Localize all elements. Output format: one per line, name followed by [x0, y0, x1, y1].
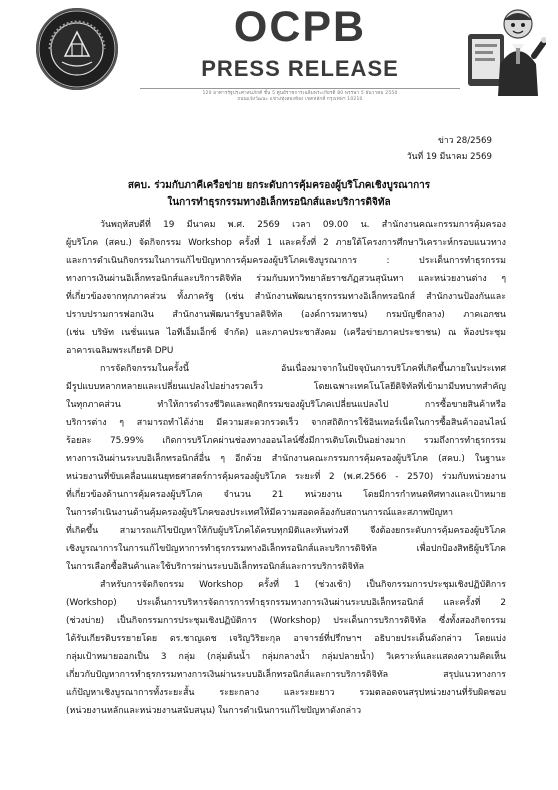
press-release-header [0, 0, 558, 110]
body-line: (ช่วงบ่าย) เป็นกิจกรรมการประชุมเชิงปฏิบัติการ (Workshop) ประเด็นการบริการดิจิทัล ซึ่งทั้งสองกิจกรรม [66, 616, 506, 626]
body-line: ร้อยละ 75.99% เกิดการบริโภคผ่านช่องทางออนไลน์ซึ่งมีการเติบโตเป็นอย่างมาก รวมถึงการทำธุรกรรม [66, 436, 506, 446]
body-line: (เช่น บริษัท เนชั่นแนล ไอทีเอ็มเอ็กซ์ จำกัด) และภาคประชาสังคม (เครือข่ายภาคประชาชน) ณ ห้องประชุม [66, 328, 506, 338]
body-line: และการดำเนินกิจกรรมในการแก้ไขปัญหาการคุ้มครองผู้บริโภคเชิงบูรณาการ : ประเด็นการทำธุรกรรม [66, 256, 506, 266]
press-release-label: PRESS RELEASE [201, 56, 399, 81]
consumer-protection-board-seal-icon [36, 8, 118, 90]
body-line: ที่เกี่ยวข้องด้านการคุ้มครองผู้บริโภค จำนวน 21 หน่วยงาน โดยมีการกำหนดทิศทางและเป้าหมาย [66, 490, 506, 500]
article-paragraph-1 [66, 216, 506, 360]
headline-line-2: ในการทำธุรกรรมทางอิเล็กทรอนิกส์และบริการดิจิทัล [167, 197, 391, 208]
ocpb-mascot-icon [466, 4, 546, 100]
office-address [140, 91, 460, 103]
header-divider [140, 88, 460, 89]
body-line: ปราบปรามการฟอกเงิน สำนักงานพัฒนารัฐบาลดิจิทัล (องค์การมหาชน) กรมบัญชีกลาง) ภาคเอกชน [66, 310, 506, 320]
body-line: ในการดำเนินงานด้านคุ้มครองผู้บริโภคของประเทศให้มีความสอดคล้องกับสถานการณ์และสภาพปัญหา [66, 508, 453, 518]
body-line: แก้ปัญหาเชิงบูรณาการทั้งระยะสั้น ระยะกลาง และระยะยาว รวมตลอดจนสรุปหน่วยงานที่รับผิดชอบ [66, 688, 506, 698]
body-line: (Workshop) ประเด็นการบริหารจัดการการทำธุรกรรมทางการเงินผ่านระบบอิเล็กทรอนิกส์ และครั้งที่ 2 [66, 598, 506, 608]
body-line: ในทุกภาคส่วน ทำให้การดำรงชีวิตและพฤติกรรมของผู้บริโภคเปลี่ยนแปลงไป การซื้อขายสินค้าหรือ [66, 400, 506, 410]
body-line: ทางการเงินผ่านระบบอิเล็กทรอนิกส์อื่น ๆ อีกด้วย สำนักงานคณะกรรมการคุ้มครองผู้บริโภค (สคบ.) ในฐานะ [66, 454, 506, 464]
body-line: เกี่ยวกับปัญหาการทำธุรกรรมทางการเงินผ่านระบบอิเล็กทรอนิกส์และการบริการดิจิทัล สรุปแนวทางการ [66, 670, 506, 680]
body-line: หน่วยงานที่ขับเคลื่อนแผนยุทธศาสตร์การคุ้มครองผู้บริโภค ระยะที่ 2 (พ.ศ.2566 - 2570) ร่วมกับหน่วยงาน [66, 472, 506, 482]
news-number: ข่าว 28/2569 [438, 136, 492, 146]
body-line: อาคารเฉลิมพระเกียรติ DPU [66, 346, 174, 356]
address-line-1: 120 อาคารรัฐประศาสนภักดี ชั้น 5 ศูนย์ราชการเฉลิมพระเกียรติ 80 พรรษา 5 ธันวาคม 2550 [202, 91, 398, 96]
body-line: ในการเลือกซื้อสินค้าและใช้บริการผ่านระบบอิเล็กทรอนิกส์และการบริการดิจิทัล [66, 562, 365, 572]
body-line: ที่เกิดขึ้น สามารถแก้ไขปัญหาให้กับผู้บริโภคได้ครบทุกมิติและทันท่วงที จึงต้องยกระดับการคุ้มครองผู้บริโภค [66, 526, 506, 536]
brand-title: OCPB [233, 3, 367, 51]
article-paragraph-3 [66, 576, 506, 720]
body-line: ได้รับเกียรติบรรยายโดย ดร.ชาญเดช เจริญวิริยะกุล อาจารย์ที่ปรึกษาฯ อธิบายประเด็นดังกล่าว โดยแบ่ง [66, 634, 506, 644]
address-line-2: ถนนแจ้งวัฒนะ แขวงทุ่งสองห้อง เขตหลักสี่ กรุงเทพฯ 10210 [237, 97, 363, 102]
body-line: วันพฤหัสบดีที่ 19 มีนาคม พ.ศ. 2569 เวลา 09.00 น. สำนักงานคณะกรรมการคุ้มครอง [100, 220, 506, 230]
body-line: เชิงบูรณาการในการแก้ไขปัญหาการทำธุรกรรมทางอิเล็กทรอนิกส์และบริการดิจิทัล เพื่อปกป้องสิทธิผู้บริโภค [66, 544, 506, 554]
body-line: ผู้บริโภค (สคบ.) จัดกิจกรรม Workshop ครั้งที่ 1 และครั้งที่ 2 ภายใต้โครงการศึกษาวิเคราะห์กรอบแนวทาง [66, 238, 506, 248]
body-line: มีรูปแบบหลากหลายและเปลี่ยนแปลงไปอย่างรวดเร็ว โดยเฉพาะเทคโนโลยีดิจิทัลที่เข้ามามีบทบาทสำคัญ [66, 382, 506, 392]
body-line: การจัดกิจกรรมในครั้งนี้ อันเนื่องมาจากในปัจจุบันการบริโภคที่เกิดขึ้นภายในประเทศ [100, 364, 506, 374]
headline-line-1: สคบ. ร่วมกับภาคีเครือข่าย ยกระดับการคุ้มครองผู้บริโภคเชิงบูรณาการ [127, 180, 431, 191]
body-line: กลุ่มเป้าหมายออกเป็น 3 กลุ่ม (กลุ่มต้นน้ำ กลุ่มกลางน้ำ กลุ่มปลายน้ำ) วิเคราะห์และแสดงความคิดเห็น [66, 652, 506, 662]
body-line: ที่เกี่ยวข้องจากทุกภาคส่วน ทั้งภาครัฐ (เช่น สำนักงานพัฒนาธุรกรรมทางอิเล็กทรอนิกส์ สำนักงานป้องกันและ [66, 292, 506, 302]
body-line: บริการต่าง ๆ สามารถทำได้ง่าย มีความสะดวกรวดเร็ว จากสถิติการใช้อินเทอร์เน็ตในการซื้อสินค้าออนไลน์ [66, 418, 506, 428]
body-line: ทางการเงินผ่านอิเล็กทรอนิกส์และบริการดิจิทัล ร่วมกับมหาวิทยาลัยราชภัฏสวนสุนันทา และหน่วยงานต่าง ๆ [66, 274, 506, 284]
article-paragraph-2 [66, 360, 506, 576]
news-date: วันที่ 19 มีนาคม 2569 [406, 152, 492, 162]
body-line: (หน่วยงานหลักและหน่วยงานสนับสนุน) ในการดำเนินการแก้ไขปัญหาดังกล่าว [66, 706, 362, 716]
body-line: สำหรับการจัดกิจกรรม Workshop ครั้งที่ 1 (ช่วงเช้า) เป็นกิจกรรมการประชุมเชิงปฏิบัติการ [100, 580, 506, 590]
